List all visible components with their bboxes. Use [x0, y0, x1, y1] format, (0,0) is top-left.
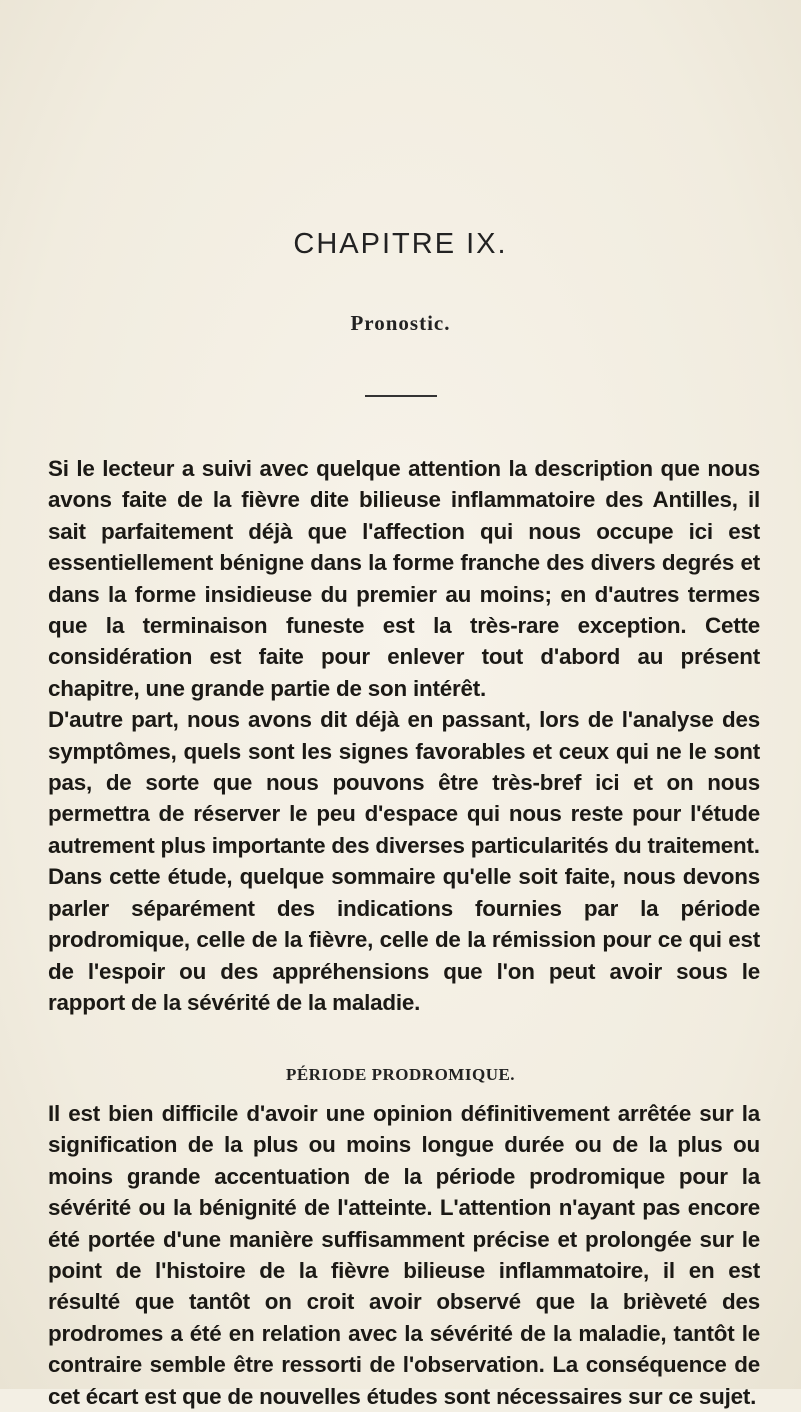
- paragraph: Dans cette étude, quelque sommaire qu'elle soit faite, nous devons parler séparément des indications fournies par la période prodromique, celle de la fièvre, celle de la rémission pour ce qui est de l'espoir ou des appréhensions que l'on peut avoir sous le rapport de la sévérité de la maladie.: [48, 864, 760, 1015]
- divider-rule: [365, 395, 437, 397]
- paragraph: Si le lecteur a suivi avec quelque attention la description que nous avons faite de la fièvre dite bilieuse inflammatoire des Antilles, il sait parfaitement déjà que l'affection qui nous occupe ici est essentiellement bénigne dans la forme franche des divers degrés et dans la forme insidieuse du premier au moins; en d'autres termes que la terminaison funeste est la très-rare exception. Cette considération est faite pour enlever tout d'abord au présent chapitre, une grande partie de son intérêt.: [48, 456, 760, 701]
- chapter-subtitle: Pronostic.: [350, 311, 451, 335]
- paragraph: D'autre part, nous avons dit déjà en passant, lors de l'analyse des symptômes, quels sont les signes favorables et ceux qui ne le sont pas, de sorte que nous pouvons être très-bref ici et on nous permettra de réserver le peu d'espace qui nous reste pour l'étude autrement plus importante des diverses particularités du traitement.: [48, 707, 760, 858]
- intro-text: [48, 453, 760, 1018]
- paragraph: Il est bien difficile d'avoir une opinion définitivement arrêtée sur la signification de la plus ou moins longue durée ou de la plus ou moins grande accentuation de la période prodromique pour la sévérité ou la bénignité de l'atteinte. L'attention n'ayant pas encore été portée d'une manière suffisamment précise et prolongée sur le point de l'histoire de la fièvre bilieuse inflammatoire, il en est résulté que tantôt on croit avoir observé que la brièveté des prodromes a été en relation avec la sévérité de la maladie, tantôt le contraire semble être ressorti de l'observation. La conséquence de cet écart est que de nouvelles études sont nécessaires sur ce sujet.: [48, 1101, 760, 1409]
- section-text: [48, 1098, 760, 1412]
- chapter-title: CHAPITRE IX.: [293, 228, 508, 260]
- section-heading: PÉRIODE PRODROMIQUE.: [285, 1065, 516, 1084]
